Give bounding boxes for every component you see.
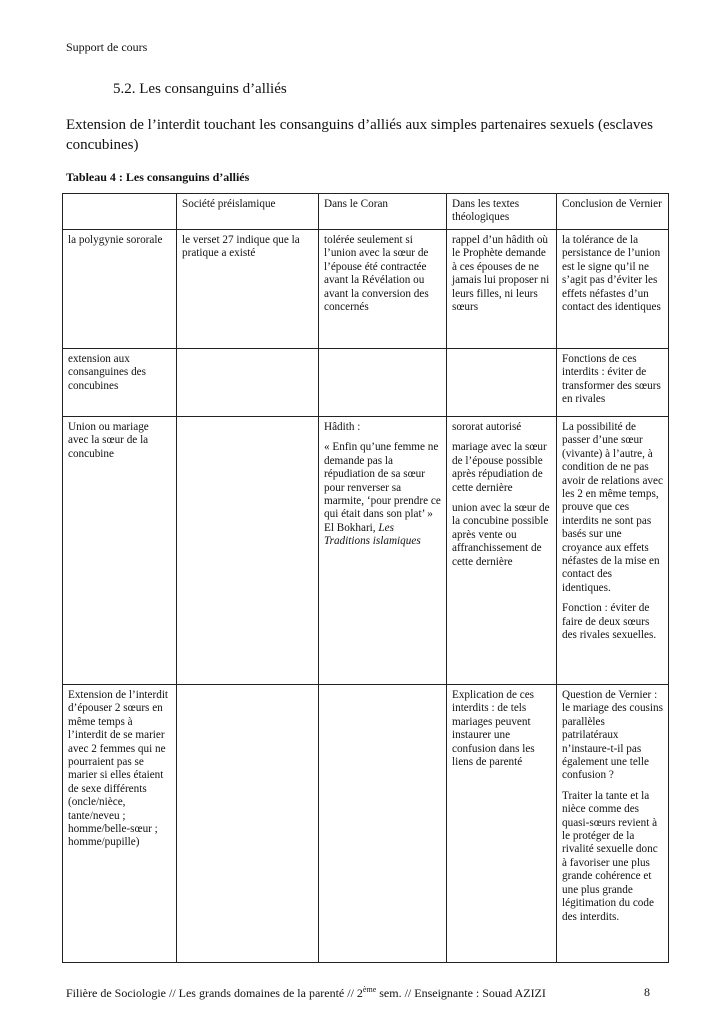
table-cell-empty	[319, 685, 447, 963]
table-cell-empty	[177, 685, 319, 963]
cell-paragraph: sororat autorisé	[452, 421, 522, 433]
table-cell: la tolérance de la persistance de l’union est le signe qu’il ne s’agit pas d’éviter les effets néfastes d’un contact des identiques	[557, 230, 669, 349]
table-cell-empty	[177, 417, 319, 685]
cell-paragraph: mariage avec la sœur de l’épouse possible après répudiation de cette dernière	[452, 441, 547, 494]
header-cell-societe: Société préislamique	[177, 194, 319, 230]
footer-text-end: sem. // Enseignante : Souad AZIZI	[376, 986, 546, 1000]
table-cell: extension aux consanguines des concubines	[63, 349, 177, 417]
header-cell-coran: Dans le Coran	[319, 194, 447, 230]
table-cell	[557, 417, 669, 685]
running-header: Support de cours	[66, 40, 148, 54]
table-row	[63, 685, 669, 963]
table-cell: Fonctions de ces interdits : éviter de transformer des sœurs en rivales	[557, 349, 669, 417]
quote-text: « Enfin qu’une femme ne demande pas la répudiation de sa sœur pour renverser sa marmite, ‘pour prendre ce qui était dans son plat’ » El Bokhari,	[324, 441, 441, 534]
table-cell: Extension de l’interdit d’épouser 2 sœurs en même temps à l’interdit de se marier avec 2 femmes qui ne pourraient pas se marier si elles étaient de sexe différents (oncle/nièce, tante/neveu ; homme/belle-sœur ; homme/pupille)	[63, 685, 177, 963]
cell-paragraph: Fonction : éviter de faire de deux sœurs des rivales sexuelles.	[562, 602, 657, 642]
table-header-row	[63, 194, 669, 230]
table-cell	[319, 417, 447, 685]
table-cell-empty	[447, 349, 557, 417]
book-title: Les Traditions islamiques	[324, 521, 421, 548]
footer-superscript: ème	[362, 985, 377, 994]
header-cell-textes: Dans les textes théologiques	[447, 194, 557, 230]
page-number: 8	[644, 985, 650, 999]
table-cell: le verset 27 indique que la pratique a existé	[177, 230, 319, 349]
footer-text: Filière de Sociologie // Les grands domaines de la parenté // 2	[66, 986, 363, 1000]
page-footer	[66, 985, 666, 1001]
table-cell	[557, 685, 669, 963]
cell-paragraph: Question de Vernier : le mariage des cousins parallèles patrilatéraux n’instaure-t-il pas également une telle confusion ?	[562, 689, 663, 782]
table-cell: la polygynie sororale	[63, 230, 177, 349]
table-row	[63, 230, 669, 349]
cell-paragraph	[324, 441, 441, 548]
header-cell-conclusion: Conclusion de Vernier	[557, 194, 669, 230]
intro-paragraph: Extension de l’interdit touchant les consanguins d’alliés aux simples partenaires sexuels (esclaves concubines)	[66, 117, 653, 153]
cell-paragraph: La possibilité de passer d’une sœur (vivante) à l’autre, à condition de ne pas avoir de relations avec les 2 en même temps, prouve que ces interdits ne sont pas basés sur une croyance aux effets néfastes de la mise en contact des identiques.	[562, 421, 663, 594]
header-cell-empty	[63, 194, 177, 230]
cell-paragraph: union avec la sœur de la concubine possible après vente ou affranchissement de cette dernière	[452, 502, 550, 568]
table-row	[63, 349, 669, 417]
table-cell-empty	[319, 349, 447, 417]
table-cell	[447, 417, 557, 685]
table-cell-empty	[177, 349, 319, 417]
cell-paragraph: Traiter la tante et la nièce comme des quasi-sœurs revient à le protéger de la rivalité sexuelle donc à favoriser une plus grande cohérence et une plus grande légitimation du code des interdits.	[562, 789, 658, 923]
section-title: 5.2. Les consanguins d’alliés	[113, 81, 287, 97]
table-caption: Tableau 4 : Les consanguins d’alliés	[66, 170, 250, 184]
table-cell: tolérée seulement si l’union avec la sœur de l’épouse été contractée avant la Révélation ou avant la conversion des concernés	[319, 230, 447, 349]
table-cell: rappel d’un hâdith où le Prophète demande à ces épouses de ne jamais lui proposer ni leurs filles, ni leurs sœurs	[447, 230, 557, 349]
table-cell: Explication de ces interdits : de tels mariages peuvent instaurer une confusion dans les liens de parenté	[447, 685, 557, 963]
cell-paragraph: Hâdith :	[324, 421, 361, 433]
table-row	[63, 417, 669, 685]
table-cell: Union ou mariage avec la sœur de la concubine	[63, 417, 177, 685]
consanguins-table	[62, 193, 669, 963]
